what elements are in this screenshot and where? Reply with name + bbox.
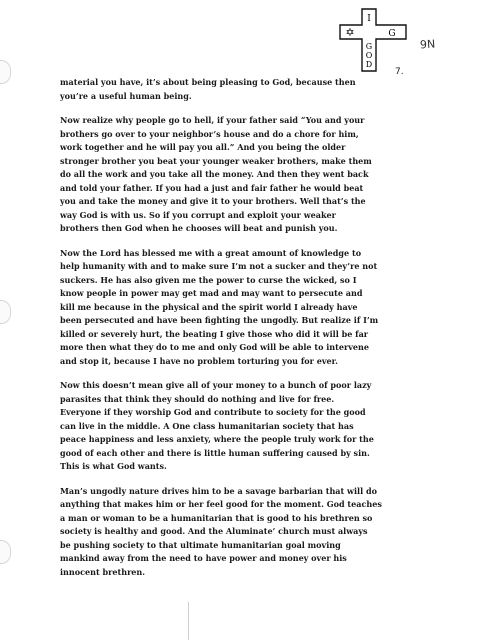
- cross-letter-g: G: [365, 42, 373, 51]
- punch-hole: [0, 540, 11, 564]
- cross-letter-top: I: [367, 14, 371, 24]
- fold-line: [188, 602, 189, 640]
- paragraph: Man’s ungodly nature drives him to be a savage barbarian that will do anything that makes him or her feel good for the moment. God teaches a man or woman to be a humanitarian that is good to his brethren so society is healthy and good. And the Aluminate’ church must always be pushing society to that ultimate humanitarian goal moving mankind away from the need to have power and money over his innocent brethren.: [60, 485, 382, 577]
- cross-letter-right: G: [388, 29, 396, 39]
- paragraph: Now this doesn’t mean give all of your money to a bunch of poor lazy parasites that think they should do nothing and live for free. Everyone if they worship God and contribute to society for the good can live in the middle. A One class humanitarian society that has peace happiness and less anxiety, where the people truly work for the good of each other and there is little human suffering caused by sin. This is what God wants.: [60, 380, 374, 471]
- cross-emblem: [338, 8, 408, 72]
- punch-hole: [0, 60, 11, 84]
- page-number: 7.: [395, 67, 404, 77]
- paragraph: material you have, it’s about being pleasing to God, because then you’re a useful human being.: [60, 77, 356, 101]
- handwritten-margin-note: 9N: [419, 37, 436, 52]
- paragraph: Now realize why people go to hell, if your father said “You and your brothers go over to your neighbor’s house and do a chore for him, work together and he will pay you all.” And you being the older stronger brother you beat your younger weaker brothers, make them do all the work and you take all the money. And then they went back and told your father. If you had a just and fair father he would beat you and take the money and give it to your brothers. Well that’s the way God is with us. So if you corrupt and exploit your weaker brothers then God when he chooses will beat and punish you.: [60, 115, 372, 233]
- paragraph: Now the Lord has blessed me with a great amount of knowledge to help humanity with and to make sure I’m not a sucker and they’re not suckers. He has also given me the power to curse the wicked, so I know people in power may get mad and may want to persecute and kill me because in the physical and the spirit world I already have been persecuted and have been fighting the ungodly. But realize if I’m killed or severely hurt, the beating I give those who did it will be far more then what they do to me and only God will be able to intervene and stop it, because I have no problem torturing you for ever.: [60, 247, 379, 366]
- cross-letter-d: D: [365, 60, 373, 69]
- punch-hole: [0, 300, 11, 324]
- star-of-david-icon: ✡: [345, 26, 355, 39]
- cross-letter-o: O: [365, 51, 373, 60]
- body-text: [60, 76, 440, 590]
